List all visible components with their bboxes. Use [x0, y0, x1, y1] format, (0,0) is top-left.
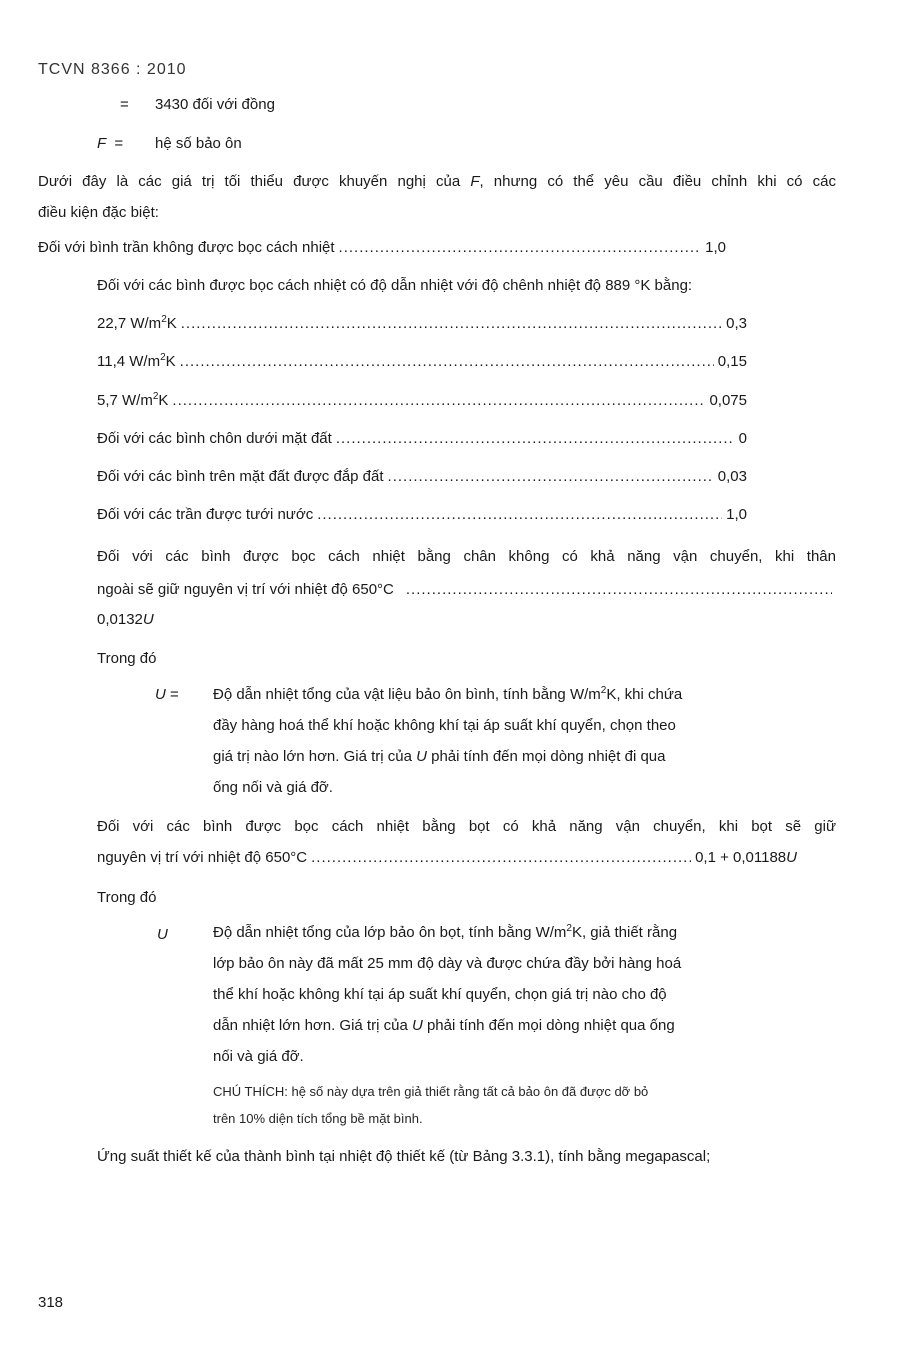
row-label: Đối với các trần được tưới nước [97, 506, 314, 523]
row-conductivity-22-7 [97, 314, 747, 334]
definition-equals: = [114, 135, 124, 152]
leader-dots [388, 467, 714, 487]
leader-dots [311, 848, 691, 868]
leader-dots [317, 505, 722, 525]
row-value: 1,0 [705, 239, 726, 256]
u-definition-1: Độ dẫn nhiệt tổng của vật liệu bảo ôn bình, tính bằng $W/m^2K$, khi chứa đầy hàng hoá thể khí hoặc không khí tại áp suất khí quyển, chọn theo giá trị nào lớn hơn. Giá trị của U phải tính đến mọi dòng nhiệt đi qua ống nối và giá đỡ. [213, 685, 683, 796]
definition-symbol: F [97, 135, 107, 152]
leader-dots [406, 580, 832, 600]
insulated-intro: Đối với các bình được bọc cách nhiệt có độ dẫn nhiệt với độ chênh nhiệt độ 889 °K bằng: [97, 277, 693, 294]
definition-equals: = [120, 96, 129, 113]
row-uninsulated [38, 238, 726, 258]
vacuum-paragraph-line1: Đối với các bình được bọc cách nhiệt bằng chân không có khả năng vận chuyển, khi thân [97, 548, 836, 565]
row-value: 0,3 [726, 315, 747, 332]
u-symbol-2: U [157, 926, 168, 943]
row-buried [97, 429, 747, 449]
where-label-2: Trong đó [97, 889, 157, 906]
vacuum-value: 0,0132U [97, 611, 154, 628]
definition-copper [120, 95, 275, 115]
row-label: Đối với bình trần không được bọc cách nhiệt [38, 239, 335, 256]
definition-text: hệ số bảo ôn [155, 135, 242, 152]
row-conductivity-5-7 [97, 391, 747, 411]
row-value: 0 [738, 430, 747, 447]
document-code-header: TCVN 8366 : 2010 [38, 61, 187, 78]
f-symbol: F [470, 173, 480, 190]
page-number: 318 [38, 1294, 64, 1311]
intro-paragraph-line2: điều kiện đặc biệt: [38, 204, 159, 221]
row-conductivity-11-4 [97, 352, 747, 372]
intro-paragraph: Dưới đây là các giá trị tối thiểu được khuyến nghị của F, nhưng có thể yêu cầu điều chỉnh khi có các [38, 173, 836, 190]
row-value: 0,15 [717, 353, 747, 370]
design-stress-line: Ứng suất thiết kế của thành bình tại nhiệt độ thiết kế (từ Bảng 3.3.1), tính bằng megapascal; [97, 1148, 711, 1165]
row-label: 22,7 $W/m^2K$ [97, 314, 177, 332]
leader-dots [339, 238, 702, 258]
row-label: Đối với các bình trên mặt đất được đắp đất [97, 468, 384, 485]
u-definition-2: Độ dẫn nhiệt tổng của lớp bảo ôn bọt, tính bằng $W/m^2K$, giả thiết rằng lớp bảo ôn này đã mất 25 mm độ dày và được chứa đầy bởi hàng hoá thể khí hoặc không khí tại áp suất khí quyển, chọn giá trị nào cho độ dẫn nhiệt lớn hơn. Giá trị của U phải tính đến mọi dòng nhiệt qua ống nối và giá đỡ. [213, 923, 682, 1065]
row-label: 11,4 $W/m^2K$ [97, 352, 176, 370]
note-paragraph: CHÚ THÍCH: hệ số này dựa trên giả thiết rằng tất cả bảo ôn đã được dỡ bỏ trên 10% diện tích tổng bề mặt bình. [213, 1084, 649, 1126]
leader-dots [180, 352, 714, 372]
definition-text: 3430 đối với đồng [155, 96, 275, 113]
row-value: 0,075 [709, 392, 747, 409]
u-symbol-1: U = [155, 686, 179, 703]
row-water-sprayed [97, 505, 747, 525]
row-label: Đối với các bình chôn dưới mặt đất [97, 430, 332, 447]
row-label: nguyên vị trí với nhiệt độ 650°C [97, 849, 308, 866]
vacuum-paragraph-line2 [97, 580, 836, 600]
where-label-1: Trong đó [97, 650, 157, 667]
row-label: 5,7 $W/m^2K$ [97, 391, 169, 409]
leader-dots [181, 314, 722, 334]
definition-f [97, 134, 242, 154]
row-label: ngoài sẽ giữ nguyên vị trí với nhiệt độ 650°C [97, 581, 394, 598]
row-earth-covered [97, 467, 747, 487]
row-value: 0,1 + 0,01188U [695, 849, 797, 866]
row-value: 1,0 [726, 506, 747, 523]
leader-dots [336, 429, 735, 449]
foam-paragraph-line1: Đối với các bình được bọc cách nhiệt bằng bọt có khả năng vận chuyển, khi bọt sẽ giữ [97, 818, 836, 835]
leader-dots [172, 391, 705, 411]
row-value: 0,03 [717, 468, 747, 485]
foam-paragraph-line2 [97, 848, 797, 868]
